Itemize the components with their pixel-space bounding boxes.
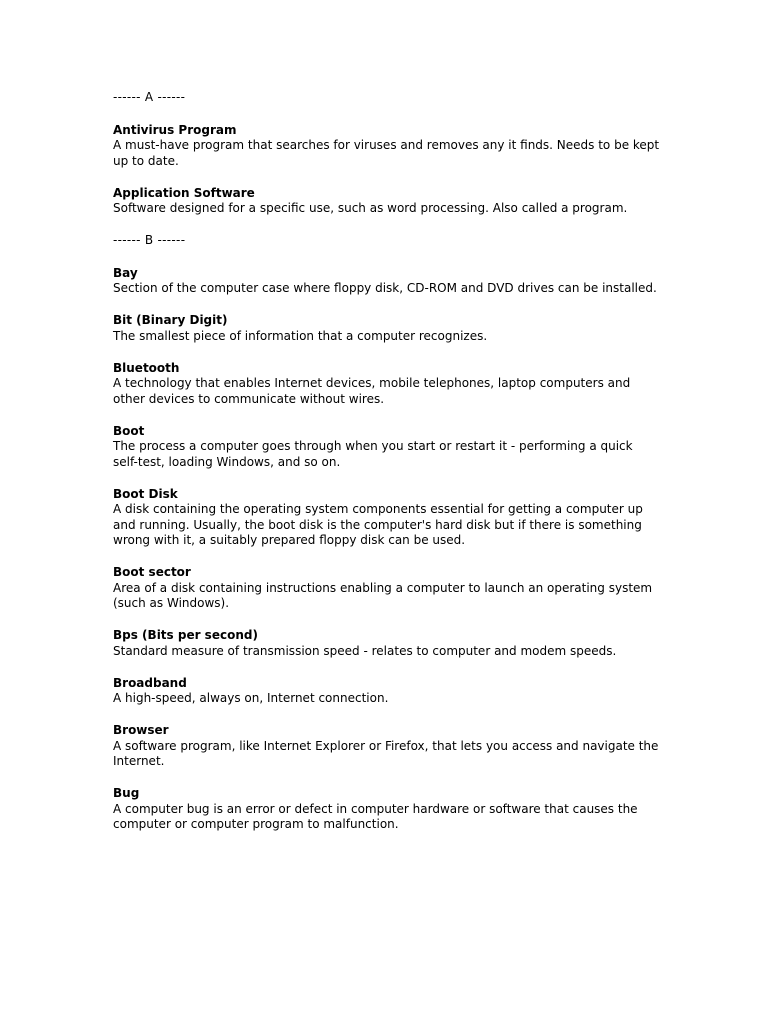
glossary-entry-bluetooth [113,361,661,408]
term-bps: Bps (Bits per second) [113,628,258,642]
definition-bay: Section of the computer case where floppy disk, CD-ROM and DVD drives can be installed. [113,281,657,295]
definition-bluetooth: A technology that enables Internet devices, mobile telephones, laptop computers and other devices to communicate without wires. [113,376,631,406]
definition-broadband: A high-speed, always on, Internet connection. [113,691,389,705]
section-divider-b: ------ B ------ [113,233,186,247]
term-boot-disk: Boot Disk [113,486,178,501]
glossary-entry-application-software [113,186,661,217]
term-application-software: Application Software [113,185,255,200]
definition-boot: The process a computer goes through when you start or restart it - performing a quick self-test, loading Windows, and so on. [113,439,633,469]
glossary-entry-bit [113,313,661,344]
term-bay: Bay [113,265,138,280]
definition-boot-sector: Area of a disk containing instructions enabling a computer to launch an operating system (such as Windows). [113,580,653,610]
definition-antivirus-program: A must-have program that searches for viruses and removes any it finds. Needs to be kept up to date. [113,138,660,168]
definition-browser: A software program, like Internet Explorer or Firefox, that lets you access and navigate the Internet. [113,738,659,768]
glossary-entry-bay [113,266,661,297]
definition-boot-disk: A disk containing the operating system components essential for getting a computer up and running. Usually, the boot disk is the computer's hard disk but if there is something wrong with it, a suitably prepared floppy disk can be used. [113,502,643,547]
glossary-entry-boot [113,424,661,471]
term-boot-sector: Boot sector [113,565,191,579]
term-boot: Boot [113,423,145,438]
definition-bps: Standard measure of transmission speed - relates to computer and modem speeds. [113,643,617,658]
glossary-entry-bps [113,628,661,659]
term-antivirus-program: Antivirus Program [113,122,237,137]
glossary-entry-broadband [113,676,661,707]
term-browser: Browser [113,723,169,737]
definition-bit: The smallest piece of information that a computer recognizes. [113,328,488,343]
term-bit: Bit (Binary Digit) [113,313,228,327]
glossary-entry-boot-disk [113,487,661,549]
term-broadband: Broadband [113,675,187,690]
term-bluetooth: Bluetooth [113,360,180,375]
glossary-entry-bug [113,786,661,833]
term-bug: Bug [113,786,140,800]
glossary-entry-boot-sector [113,565,661,612]
glossary-entry-browser [113,723,661,770]
definition-bug: A computer bug is an error or defect in computer hardware or software that causes the computer or computer program to malfunction. [113,801,638,831]
definition-application-software: Software designed for a specific use, such as word processing. Also called a program. [113,201,628,215]
section-divider-a: ------ A ------ [113,90,186,104]
glossary-page [113,90,661,849]
glossary-entry-antivirus-program [113,123,661,170]
section-a [113,90,661,217]
section-b [113,233,661,833]
